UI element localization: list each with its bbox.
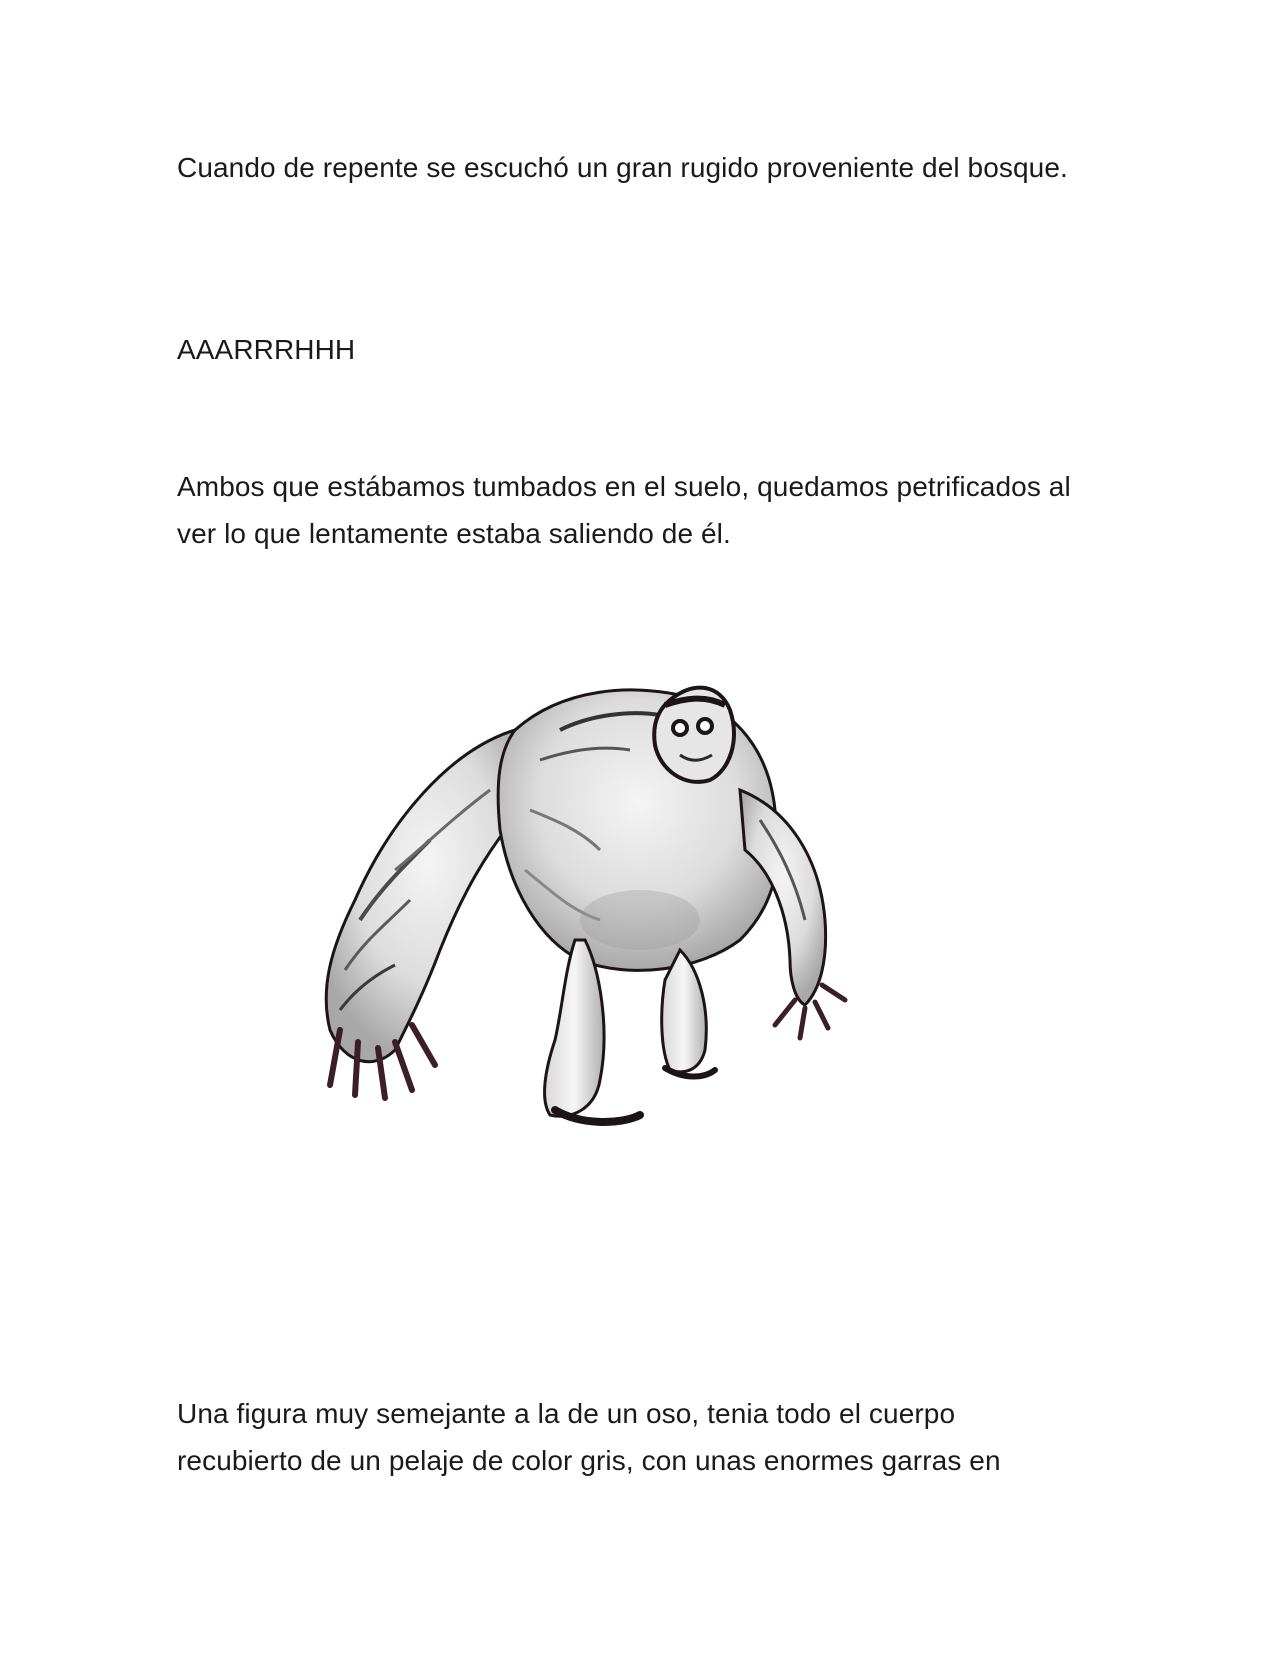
paragraph-roar-intro: Cuando de repente se escuchó un gran rugido proveniente del bosque. bbox=[177, 152, 1068, 183]
paragraph-roar-sound: AAARRRHHH bbox=[177, 334, 356, 365]
creature-left-leg bbox=[545, 940, 604, 1116]
paragraph-petrified: Ambos que estábamos tumbados en el suelo, quedamos petrificados al ver lo que lentamente estaba saliendo de él. bbox=[177, 471, 1071, 549]
paragraph-figure-description: Una figura muy semejante a la de un oso, tenia todo el cuerpo recubierto de un pelaje de color gris, con unas enormes garras en bbox=[177, 1398, 1001, 1476]
creature-right-eye bbox=[698, 719, 712, 733]
creature-left-eye bbox=[673, 721, 687, 735]
furry-creature-illustration bbox=[300, 670, 920, 1190]
